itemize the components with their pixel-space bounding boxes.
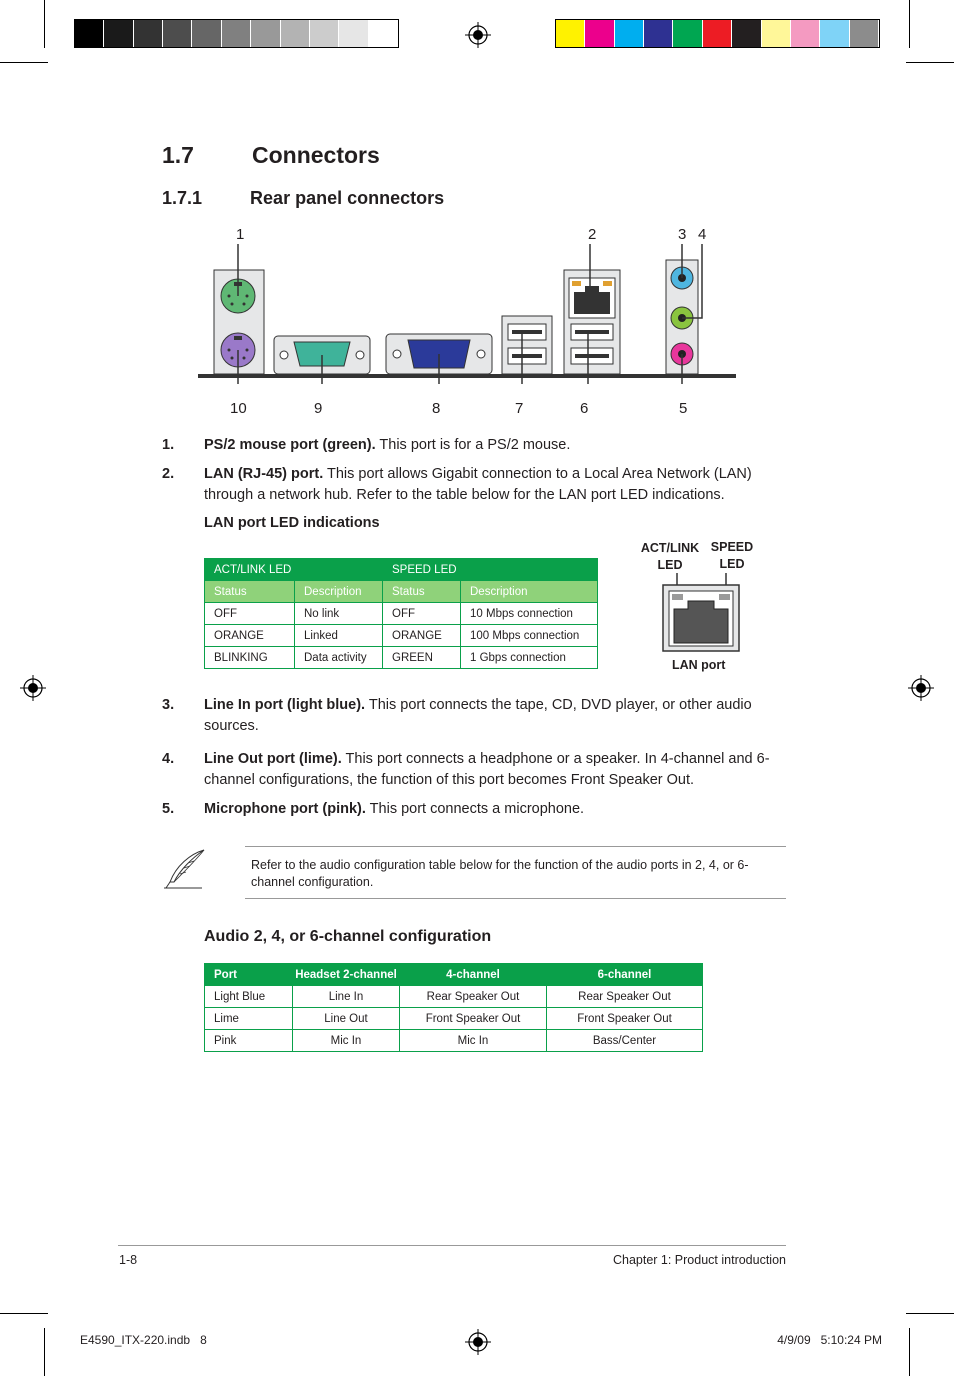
color-swatch [762, 20, 791, 47]
callout-4: 4 [698, 226, 707, 243]
crop-mark [44, 1328, 45, 1376]
table-header: ACT/LINK LED [205, 559, 383, 581]
quill-pen-icon [160, 848, 208, 892]
color-swatch [75, 20, 104, 47]
speed-label: SPEED LED [710, 540, 754, 571]
grayscale-bar [74, 19, 399, 48]
table-row: BLINKING Data activity GREEN 1 Gbps connection [205, 647, 598, 669]
table-row: Light Blue Line In Rear Speaker Out Rear Speaker Out [205, 986, 703, 1008]
color-swatch [222, 20, 251, 47]
callout-5: 5 [679, 400, 688, 417]
table-header: Description [295, 581, 383, 603]
color-swatch [820, 20, 849, 47]
footer-rule [118, 1245, 786, 1246]
table-row: ORANGE Linked ORANGE 100 Mbps connection [205, 625, 598, 647]
slug-date: 4/9/09 5:10:24 PM [777, 1333, 882, 1347]
table-row: OFF No link OFF 10 Mbps connection [205, 603, 598, 625]
lan-port-caption: LAN port [672, 658, 726, 672]
table-row: Pink Mic In Mic In Bass/Center [205, 1030, 703, 1052]
color-swatch [163, 20, 192, 47]
page-number: 1-8 [119, 1253, 138, 1267]
crop-mark [906, 62, 954, 63]
registration-mark-icon [20, 675, 46, 701]
crop-mark [909, 1328, 910, 1376]
lan-led-table [204, 558, 598, 669]
table-header: 6-channel [547, 964, 703, 986]
table-header: Description [461, 581, 598, 603]
table-header: Status [205, 581, 295, 603]
color-swatch [192, 20, 221, 47]
color-swatch [134, 20, 163, 47]
color-swatch [251, 20, 280, 47]
slug-filename: E4590_ITX-220.indb 8 [80, 1333, 207, 1347]
callout-9: 9 [314, 400, 323, 417]
callout-8: 8 [432, 400, 441, 417]
callout-6: 6 [580, 400, 589, 417]
callout-3: 3 [678, 226, 687, 243]
note-rule-top [245, 846, 786, 847]
color-swatch [615, 20, 644, 47]
color-swatch [281, 20, 310, 47]
act-link-label: ACT/LINK LED [640, 541, 700, 572]
color-swatch [732, 20, 761, 47]
subsection-heading: 1.7.1 Rear panel connectors [162, 188, 445, 208]
color-swatch [104, 20, 133, 47]
color-swatch [703, 20, 732, 47]
color-bar [555, 19, 880, 48]
color-swatch [850, 20, 879, 47]
note-text: Refer to the audio configuration table below for the function of the audio ports in 2, 4, or 6-channel configuration. [251, 858, 749, 889]
color-swatch [339, 20, 368, 47]
table-header: SPEED LED [383, 559, 598, 581]
callout-10: 10 [230, 400, 247, 417]
color-swatch [585, 20, 614, 47]
audio-config-table [204, 963, 703, 1052]
color-swatch [310, 20, 339, 47]
color-swatch [556, 20, 585, 47]
registration-mark-icon [908, 675, 934, 701]
color-swatch [369, 20, 398, 47]
table-row: Lime Line Out Front Speaker Out Front Speaker Out [205, 1008, 703, 1030]
crop-mark [0, 62, 48, 63]
table-header: 4-channel [400, 964, 547, 986]
rear-panel-diagram [196, 244, 740, 384]
crop-mark [906, 1313, 954, 1314]
crop-mark [909, 0, 910, 48]
color-swatch [673, 20, 702, 47]
lan-table-title: LAN port LED indications [204, 515, 380, 531]
section-heading: 1.7 Connectors [162, 142, 380, 168]
lan-port-icon [660, 573, 742, 655]
registration-mark-icon [465, 1329, 491, 1355]
table-header: Headset 2-channel [293, 964, 400, 986]
crop-mark [44, 0, 45, 48]
table-header: Port [205, 964, 293, 986]
color-swatch [644, 20, 673, 47]
callout-2: 2 [588, 226, 597, 243]
callout-7: 7 [515, 400, 524, 417]
crop-mark [0, 1313, 48, 1314]
audio-table-title: Audio 2, 4, or 6-channel configuration [204, 928, 492, 945]
note-rule-bottom [245, 898, 786, 899]
chapter-title: Chapter 1: Product introduction [612, 1253, 786, 1267]
registration-mark-icon [465, 22, 491, 48]
color-swatch [791, 20, 820, 47]
table-header: Status [383, 581, 461, 603]
callout-1: 1 [236, 226, 245, 243]
